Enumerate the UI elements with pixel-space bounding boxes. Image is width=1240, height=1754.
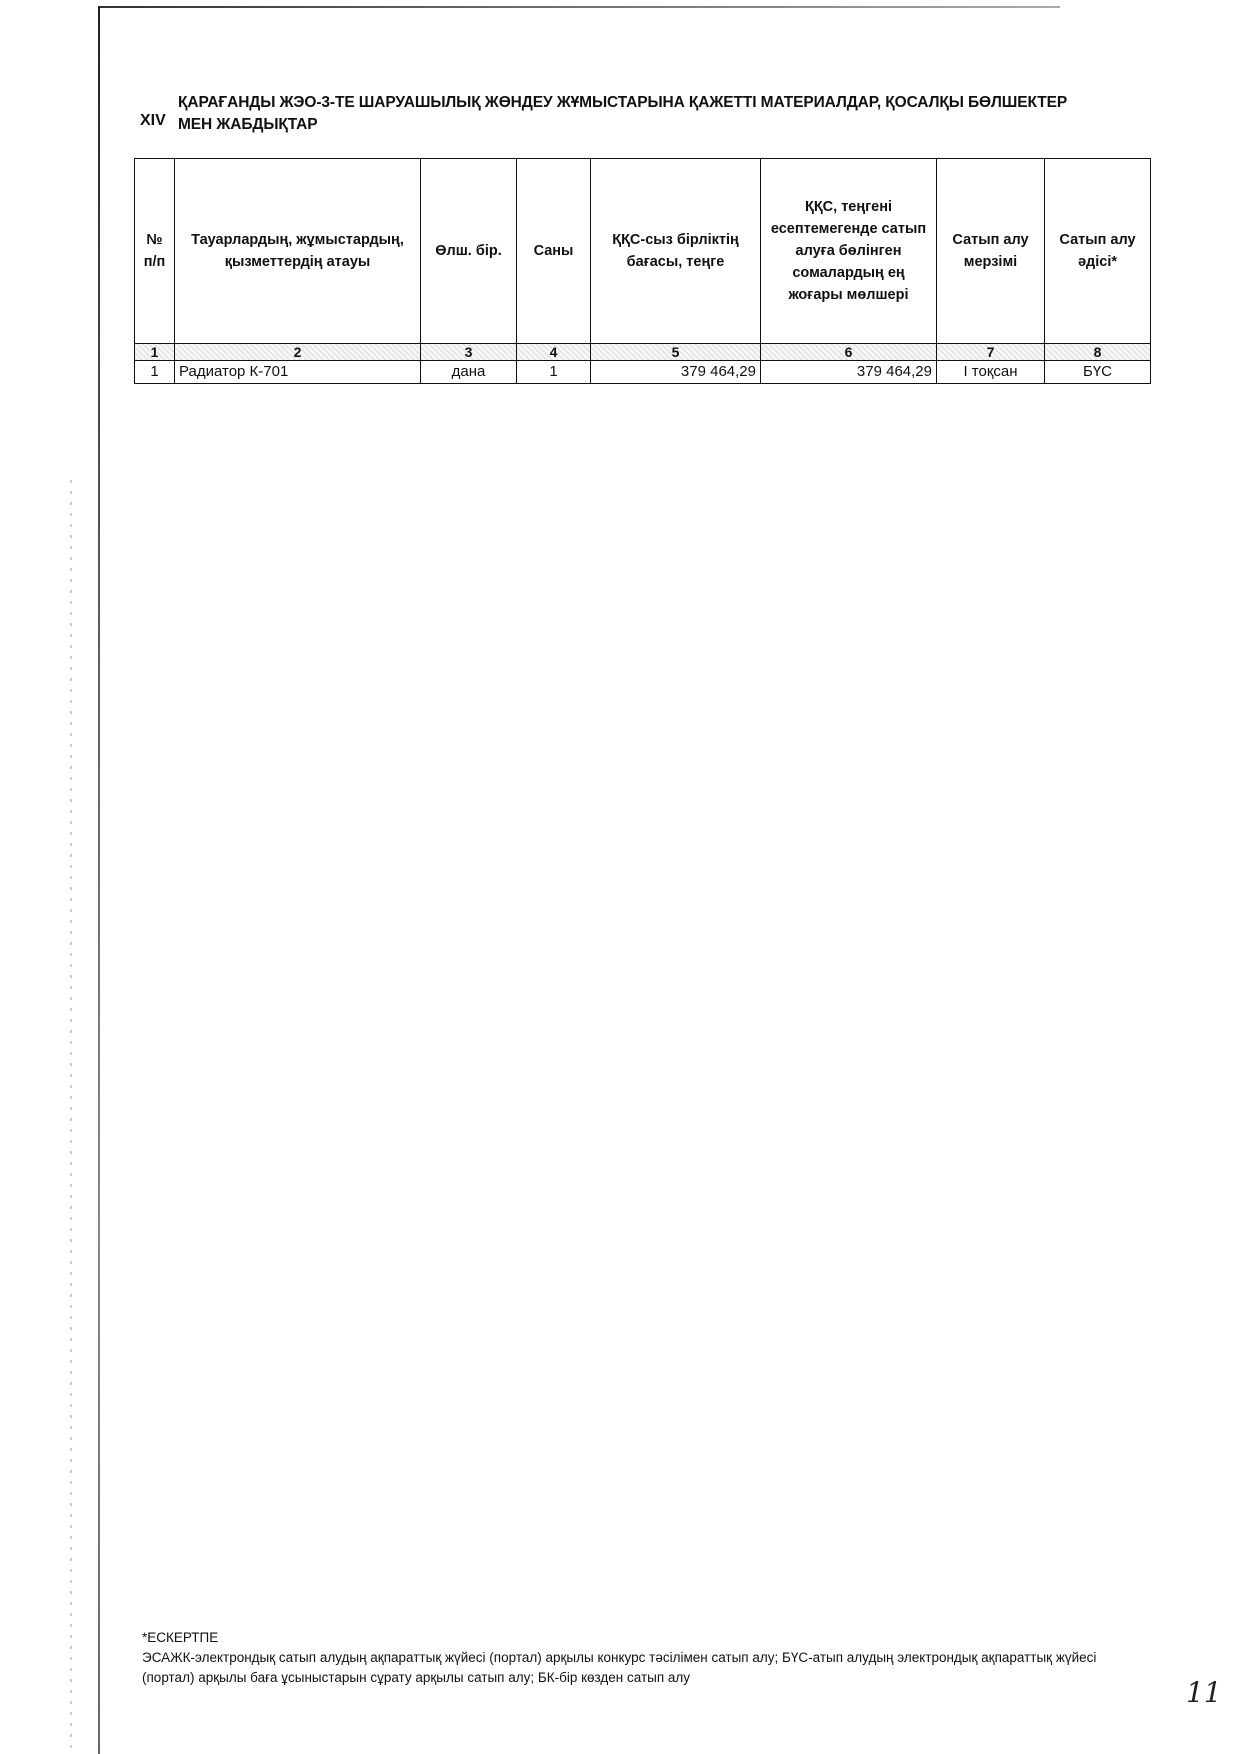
- header-quantity: Саны: [517, 159, 591, 344]
- column-number: 4: [517, 344, 591, 361]
- footnote-text: ЭСАЖК-электрондық сатып алудың ақпараттық жүйесі (портал) арқылы конкурс тәсілімен сатып алу; БҮС-атып алудың электрондық ақпараттық жүйесі (портал) арқылы баға ұсыныстарын сұрату арқылы сатып алу; БК-бір көзден сатып алу: [142, 1650, 1097, 1685]
- item-unit-price: 379 464,29: [591, 361, 761, 384]
- column-number-row: [135, 344, 1151, 361]
- section-title: ҚАРАҒАНДЫ ЖЭО-3-ТЕ ШАРУАШЫЛЫҚ ЖӨНДЕУ ЖҰМЫСТАРЫНА ҚАЖЕТТІ МАТЕРИАЛДАР, ҚОСАЛҚЫ БӨЛШЕКТЕР МЕН ЖАБДЫҚТАР: [178, 94, 1068, 133]
- column-number: 2: [175, 344, 421, 361]
- scan-noise: [70, 480, 72, 1750]
- header-period: Сатып алу мерзімі: [937, 159, 1045, 344]
- header-unit: Өлш. бір.: [421, 159, 517, 344]
- column-number: 1: [135, 344, 175, 361]
- item-period: І тоқсан: [937, 361, 1045, 384]
- table-row: [135, 361, 1151, 384]
- footnote-title: *ЕСКЕРТПЕ: [142, 1630, 219, 1645]
- scan-edge-top: [100, 6, 1060, 8]
- section-number: XIV: [140, 112, 166, 129]
- column-number: 8: [1045, 344, 1151, 361]
- header-max-amount: ҚҚС, теңгені есептемегенде сатып алуға бөлінген сомалардың ең жоғары мөлшері: [761, 159, 937, 344]
- header-method: Сатып алу әдісі*: [1045, 159, 1151, 344]
- row-number: 1: [135, 361, 175, 384]
- scan-edge-left: [98, 6, 100, 1754]
- item-unit: дана: [421, 361, 517, 384]
- item-quantity: 1: [517, 361, 591, 384]
- procurement-table: [134, 158, 1151, 384]
- column-number: 5: [591, 344, 761, 361]
- footnote: [142, 1628, 1132, 1688]
- item-max-amount: 379 464,29: [761, 361, 937, 384]
- table-header-row: [135, 159, 1151, 344]
- header-number: № п/п: [135, 159, 175, 344]
- column-number: 3: [421, 344, 517, 361]
- item-name: Радиатор К-701: [175, 361, 421, 384]
- handwritten-page-mark: 11: [1186, 1676, 1222, 1709]
- column-number: 6: [761, 344, 937, 361]
- column-number: 7: [937, 344, 1045, 361]
- item-method: БҮС: [1045, 361, 1151, 384]
- header-unit-price: ҚҚС-сыз бірліктің бағасы, теңге: [591, 159, 761, 344]
- header-name: Тауарлардың, жұмыстардың, қызметтердің атауы: [175, 159, 421, 344]
